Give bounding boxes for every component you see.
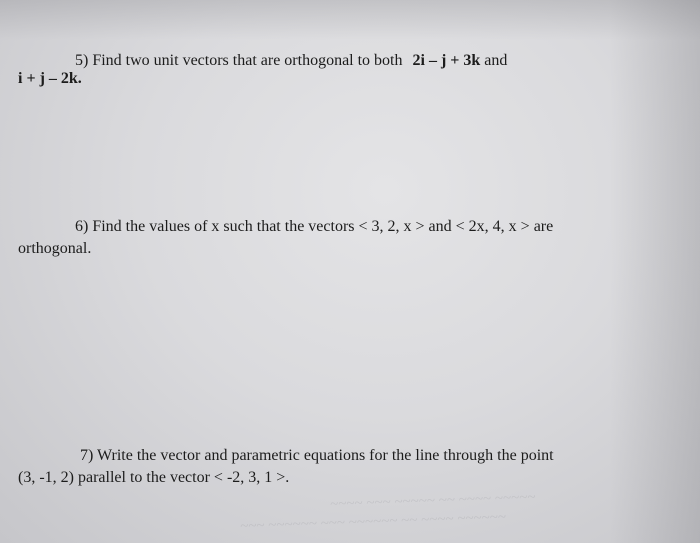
- problem-5-and: and: [484, 52, 508, 69]
- problem-6-line-1: [75, 218, 553, 236]
- problem-7-text: Write the vector and parametric equations for the line through the point: [97, 447, 554, 464]
- problem-5-vector-b: i + j – 2k.: [18, 70, 82, 87]
- problem-6-line-2: orthogonal.: [18, 240, 92, 257]
- problem-7-line-1: [80, 447, 554, 465]
- bleed-through-texture-1: ~~~~ ~~~ ~~~~~ ~~ ~~~~ ~~~~~: [329, 489, 536, 513]
- problem-6-text: Find the values of x such that the vectors < 3, 2, x > and < 2x, 4, x > are: [92, 218, 554, 235]
- problem-5-vector-a: 2i – j + 3k: [412, 52, 481, 69]
- problem-6-number: 6): [75, 218, 89, 235]
- page-shadow-right: [610, 0, 700, 543]
- page-shadow-top: [0, 0, 700, 40]
- problem-5-line-1: [75, 52, 507, 70]
- problem-7-number: 7): [80, 447, 94, 464]
- problem-5-number: 5): [75, 52, 89, 69]
- problem-7-line-2: (3, -1, 2) parallel to the vector < -2, 3, 1 >.: [18, 469, 290, 486]
- bleed-through-texture-2: ~~~ ~~~~~~ ~~~ ~~~~~~ ~~ ~~~~ ~~~~~~: [239, 509, 507, 535]
- problem-5-text: Find two unit vectors that are orthogonal to both: [92, 52, 403, 69]
